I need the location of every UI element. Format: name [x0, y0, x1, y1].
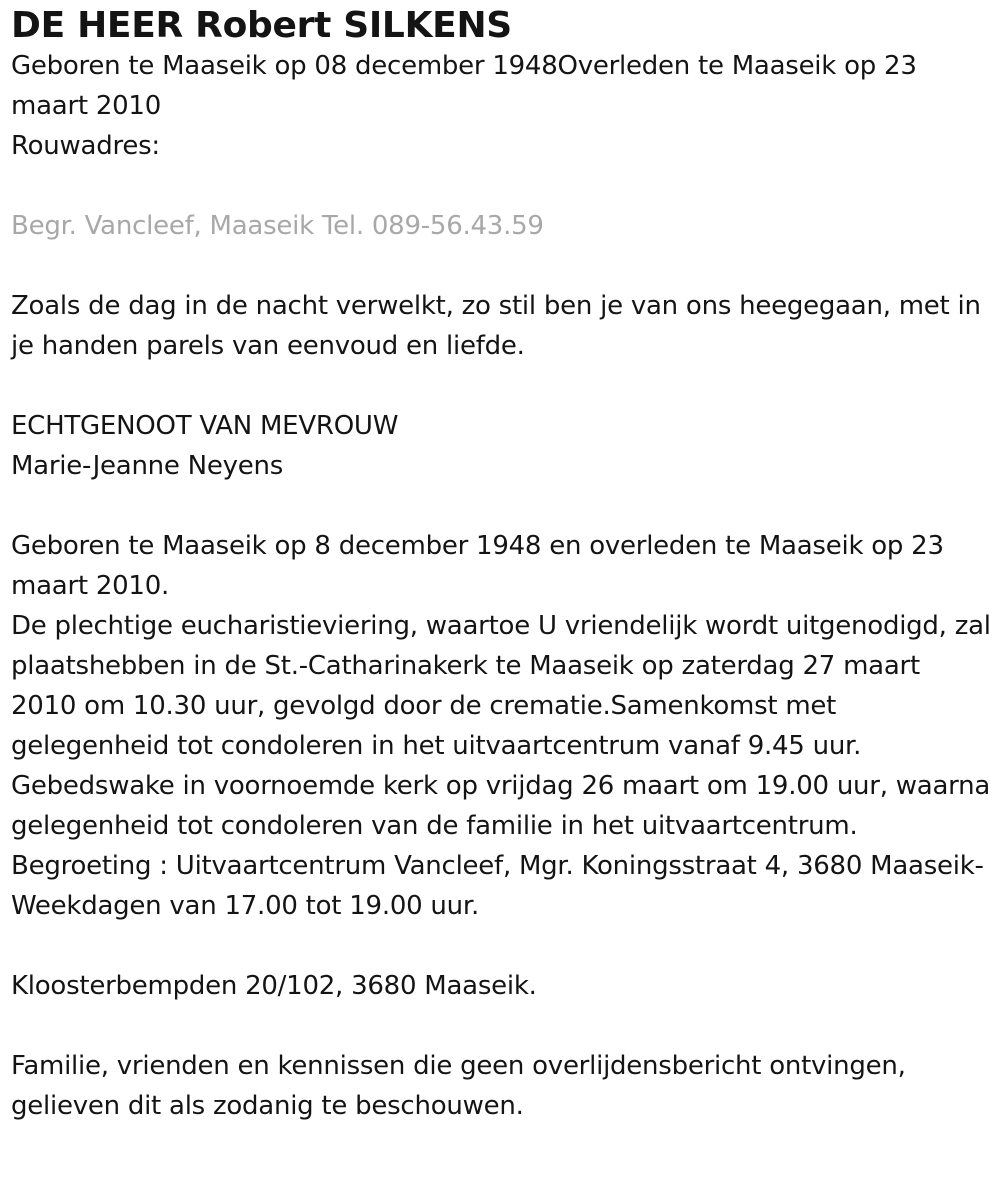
visitation-text: Begroeting : Uitvaartcentrum Vancleef, Mgr. Koningsstraat 4, 3680 Maaseik-Weekdagen van 17.00 tot 19.00 uur. [11, 851, 984, 921]
birth-death-text: Geboren te Maaseik op 8 december 1948 en overleden te Maaseik op 23 maart 2010. [11, 531, 944, 601]
obituary-page [11, 0, 991, 1126]
spacer [11, 486, 991, 526]
spacer [11, 926, 991, 966]
funeral-home-contact: Begr. Vancleef, Maaseik Tel. 089-56.43.59 [11, 211, 544, 241]
ceremony-text: De plechtige eucharistieviering, waartoe U vriendelijk wordt uitgenodigd, zal plaatshebben in de St.-Catharinakerk te Maaseik op zaterdag 27 maart 2010 om 10.30 uur, gevolgd door de crematie.Samenkomst met gelegenheid tot condoleren in het uitvaartcentrum vanaf 9.45 uur. [11, 611, 991, 761]
obituary-title: DE HEER Robert SILKENS [11, 5, 512, 46]
spouse-heading: ECHTGENOOT VAN MEVROUW [11, 411, 399, 441]
home-address: Kloosterbempden 20/102, 3680 Maaseik. [11, 971, 537, 1001]
spacer [11, 1006, 991, 1046]
vigil-text: Gebedswake in voornoemde kerk op vrijdag 26 maart om 19.00 uur, waarna gelegenheid tot condoleren van de familie in het uitvaartcentrum. [11, 771, 991, 841]
memorial-quote: Zoals de dag in de nacht verwelkt, zo stil ben je van ons heegegaan, met in je handen parels van eenvoud en liefde. [11, 291, 981, 361]
rouwadres-label: Rouwadres: [11, 131, 160, 161]
birth-death-summary: Geboren te Maaseik op 08 december 1948Overleden te Maaseik op 23 maart 2010 [11, 51, 917, 121]
closing-note: Familie, vrienden en kennissen die geen overlijdensbericht ontvingen, gelieven dit als zodanig te beschouwen. [11, 1051, 906, 1121]
spacer [11, 246, 991, 286]
spouse-name: Marie-Jeanne Neyens [11, 451, 284, 481]
spacer [11, 366, 991, 406]
spacer [11, 166, 991, 206]
